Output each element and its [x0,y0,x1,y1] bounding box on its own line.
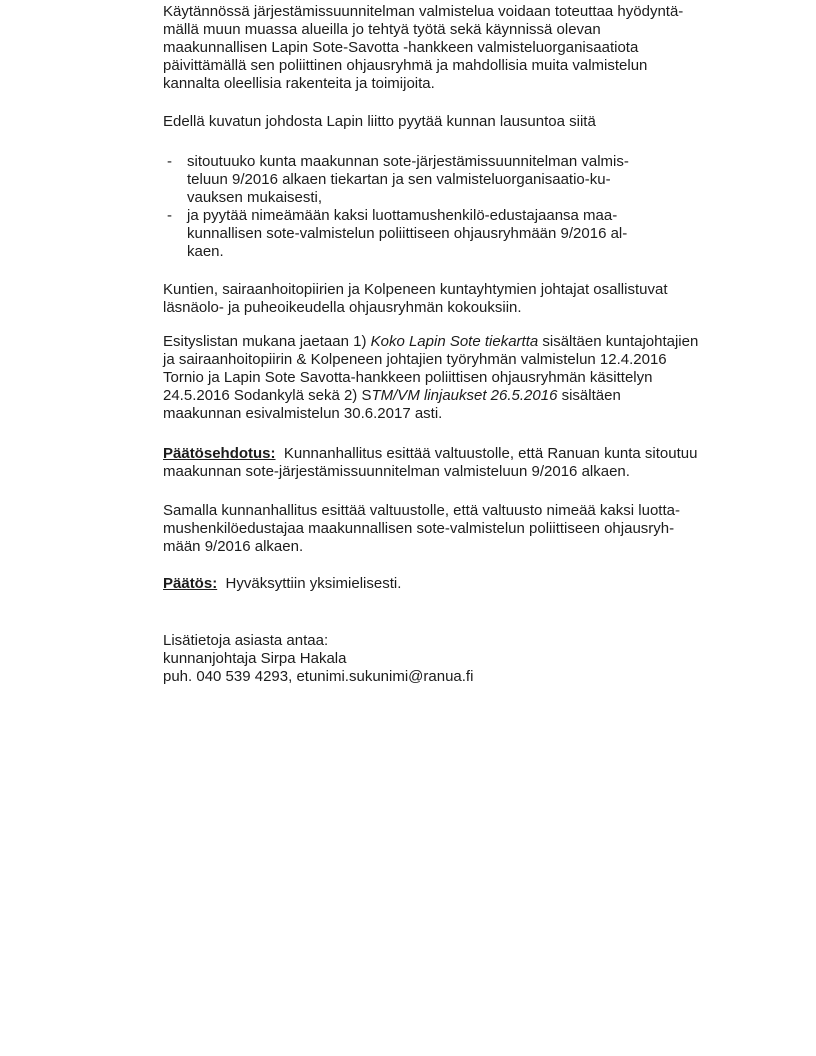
intro-paragraph [163,3,773,93]
text-segment: Kuntien, sairaanhoitopiirien ja Kolpeneen kuntayhtymien johtajat osallistuvat [163,281,668,298]
text-segment: sitoutuuko kunta maakunnan sote-järjestämissuunnitelman valmis- [187,153,629,170]
text-line [187,243,773,261]
bullet-nomination [163,207,773,261]
text-segment: kunnanjohtaja Sirpa Hakala [163,650,347,667]
text-segment: 24.5.2016 Sodankylä sekä 2) S [163,387,372,404]
text-segment: Lisätietoja asiasta antaa: [163,632,329,649]
text-segment: kunnallisen sote-valmistelun poliittiseen ohjausryhmään 9/2016 al- [187,225,628,242]
section-heading-label: Päätös: [163,575,218,592]
text-line [163,668,773,686]
text-segment: mään 9/2016 alkaen. [163,538,304,555]
document-body [163,3,773,686]
participation-paragraph [163,281,773,317]
text-line [163,21,773,39]
decision-proposal-paragraph [163,445,773,481]
request-lead-paragraph [163,113,773,131]
text-line [163,75,773,93]
text-line [163,3,773,21]
text-line [163,39,773,57]
text-segment: sisältäen kuntajohtajien [538,333,699,350]
text-segment: ja pyytää nimeämään kaksi luottamushenkilö-edustajaansa maa- [187,207,618,224]
text-line [163,369,773,387]
attachments-paragraph [163,333,773,423]
text-line [163,463,773,481]
text-segment: mushenkilöedustajaa maakunnallisen sote-valmistelun poliittiseen ohjausryh- [163,520,675,537]
text-segment: maakunnan sote-järjestämissuunnitelman valmisteluun 9/2016 alkaen. [163,463,630,480]
text-segment: läsnäolo- ja puheoikeudella ohjausryhmän kokouksiin. [163,299,522,316]
emphasized-text-segment: Koko Lapin Sote tiekartta [370,333,539,350]
text-line [187,225,773,243]
text-line [163,502,773,520]
text-segment: kannalta oleellisia rakenteita ja toimijoita. [163,75,435,92]
text-segment: Tornio ja Lapin Sote Savotta-hankkeen poliittisen ohjausryhmän käsittelyn [163,369,653,386]
text-line [163,333,773,351]
text-segment: päivittämällä sen poliittinen ohjausryhmä ja mahdollisia muita valmistelun [163,57,648,74]
section-heading-label: Päätösehdotus: [163,445,276,462]
text-line [163,387,773,405]
text-line [187,171,773,189]
text-line [163,520,773,538]
text-line [163,281,773,299]
contact-info [163,632,773,686]
text-segment: mällä muun muassa alueilla jo tehtyä työtä sekä käynnissä olevan [163,21,601,38]
text-segment: maakunnan esivalmistelun 30.6.2017 asti. [163,405,443,422]
second-proposal-paragraph [163,502,773,556]
text-segment: ja sairaanhoitopiirin & Kolpeneen johtajien työryhmän valmistelun 12.4.2016 [163,351,667,368]
bullet-dash-marker: - [167,153,172,170]
text-line [163,445,773,463]
text-line [163,351,773,369]
text-segment: Samalla kunnanhallitus esittää valtuustolle, että valtuusto nimeää kaksi luotta- [163,502,680,519]
text-line [163,113,773,131]
text-segment: Kunnanhallitus esittää valtuustolle, että Ranuan kunta sitoutuu [275,445,698,462]
text-line [163,538,773,556]
text-segment: Edellä kuvatun johdosta Lapin liitto pyytää kunnan lausuntoa siitä [163,113,596,130]
text-line [163,650,773,668]
decision-paragraph [163,575,773,593]
text-segment: Esityslistan mukana jaetaan 1) [163,333,371,350]
text-line [163,575,773,593]
bullet-commitment [163,153,773,207]
text-segment: teluun 9/2016 alkaen tiekartan ja sen valmisteluorganisaatio-ku- [187,171,611,188]
text-segment: kaen. [187,243,224,260]
text-line [187,189,773,207]
text-segment: sisältäen [557,387,621,404]
text-segment: maakunnallisen Lapin Sote-Savotta -hankkeen valmisteluorganisaatiota [163,39,639,56]
text-line [163,632,773,650]
text-segment: Hyväksyttiin yksimielisesti. [217,575,402,592]
text-segment: puh. 040 539 4293, etunimi.sukunimi@ranua.fi [163,668,474,685]
text-line [163,405,773,423]
text-line [187,153,773,171]
emphasized-text-segment: TM/VM linjaukset 26.5.2016 [371,387,558,404]
request-bullet-list [163,153,773,261]
text-segment: Käytännössä järjestämissuunnitelman valmistelua voidaan toteuttaa hyödyntä- [163,3,684,20]
text-line [163,299,773,317]
text-line [163,57,773,75]
text-line [187,207,773,225]
text-segment: vauksen mukaisesti, [187,189,323,206]
bullet-dash-marker: - [167,207,172,224]
